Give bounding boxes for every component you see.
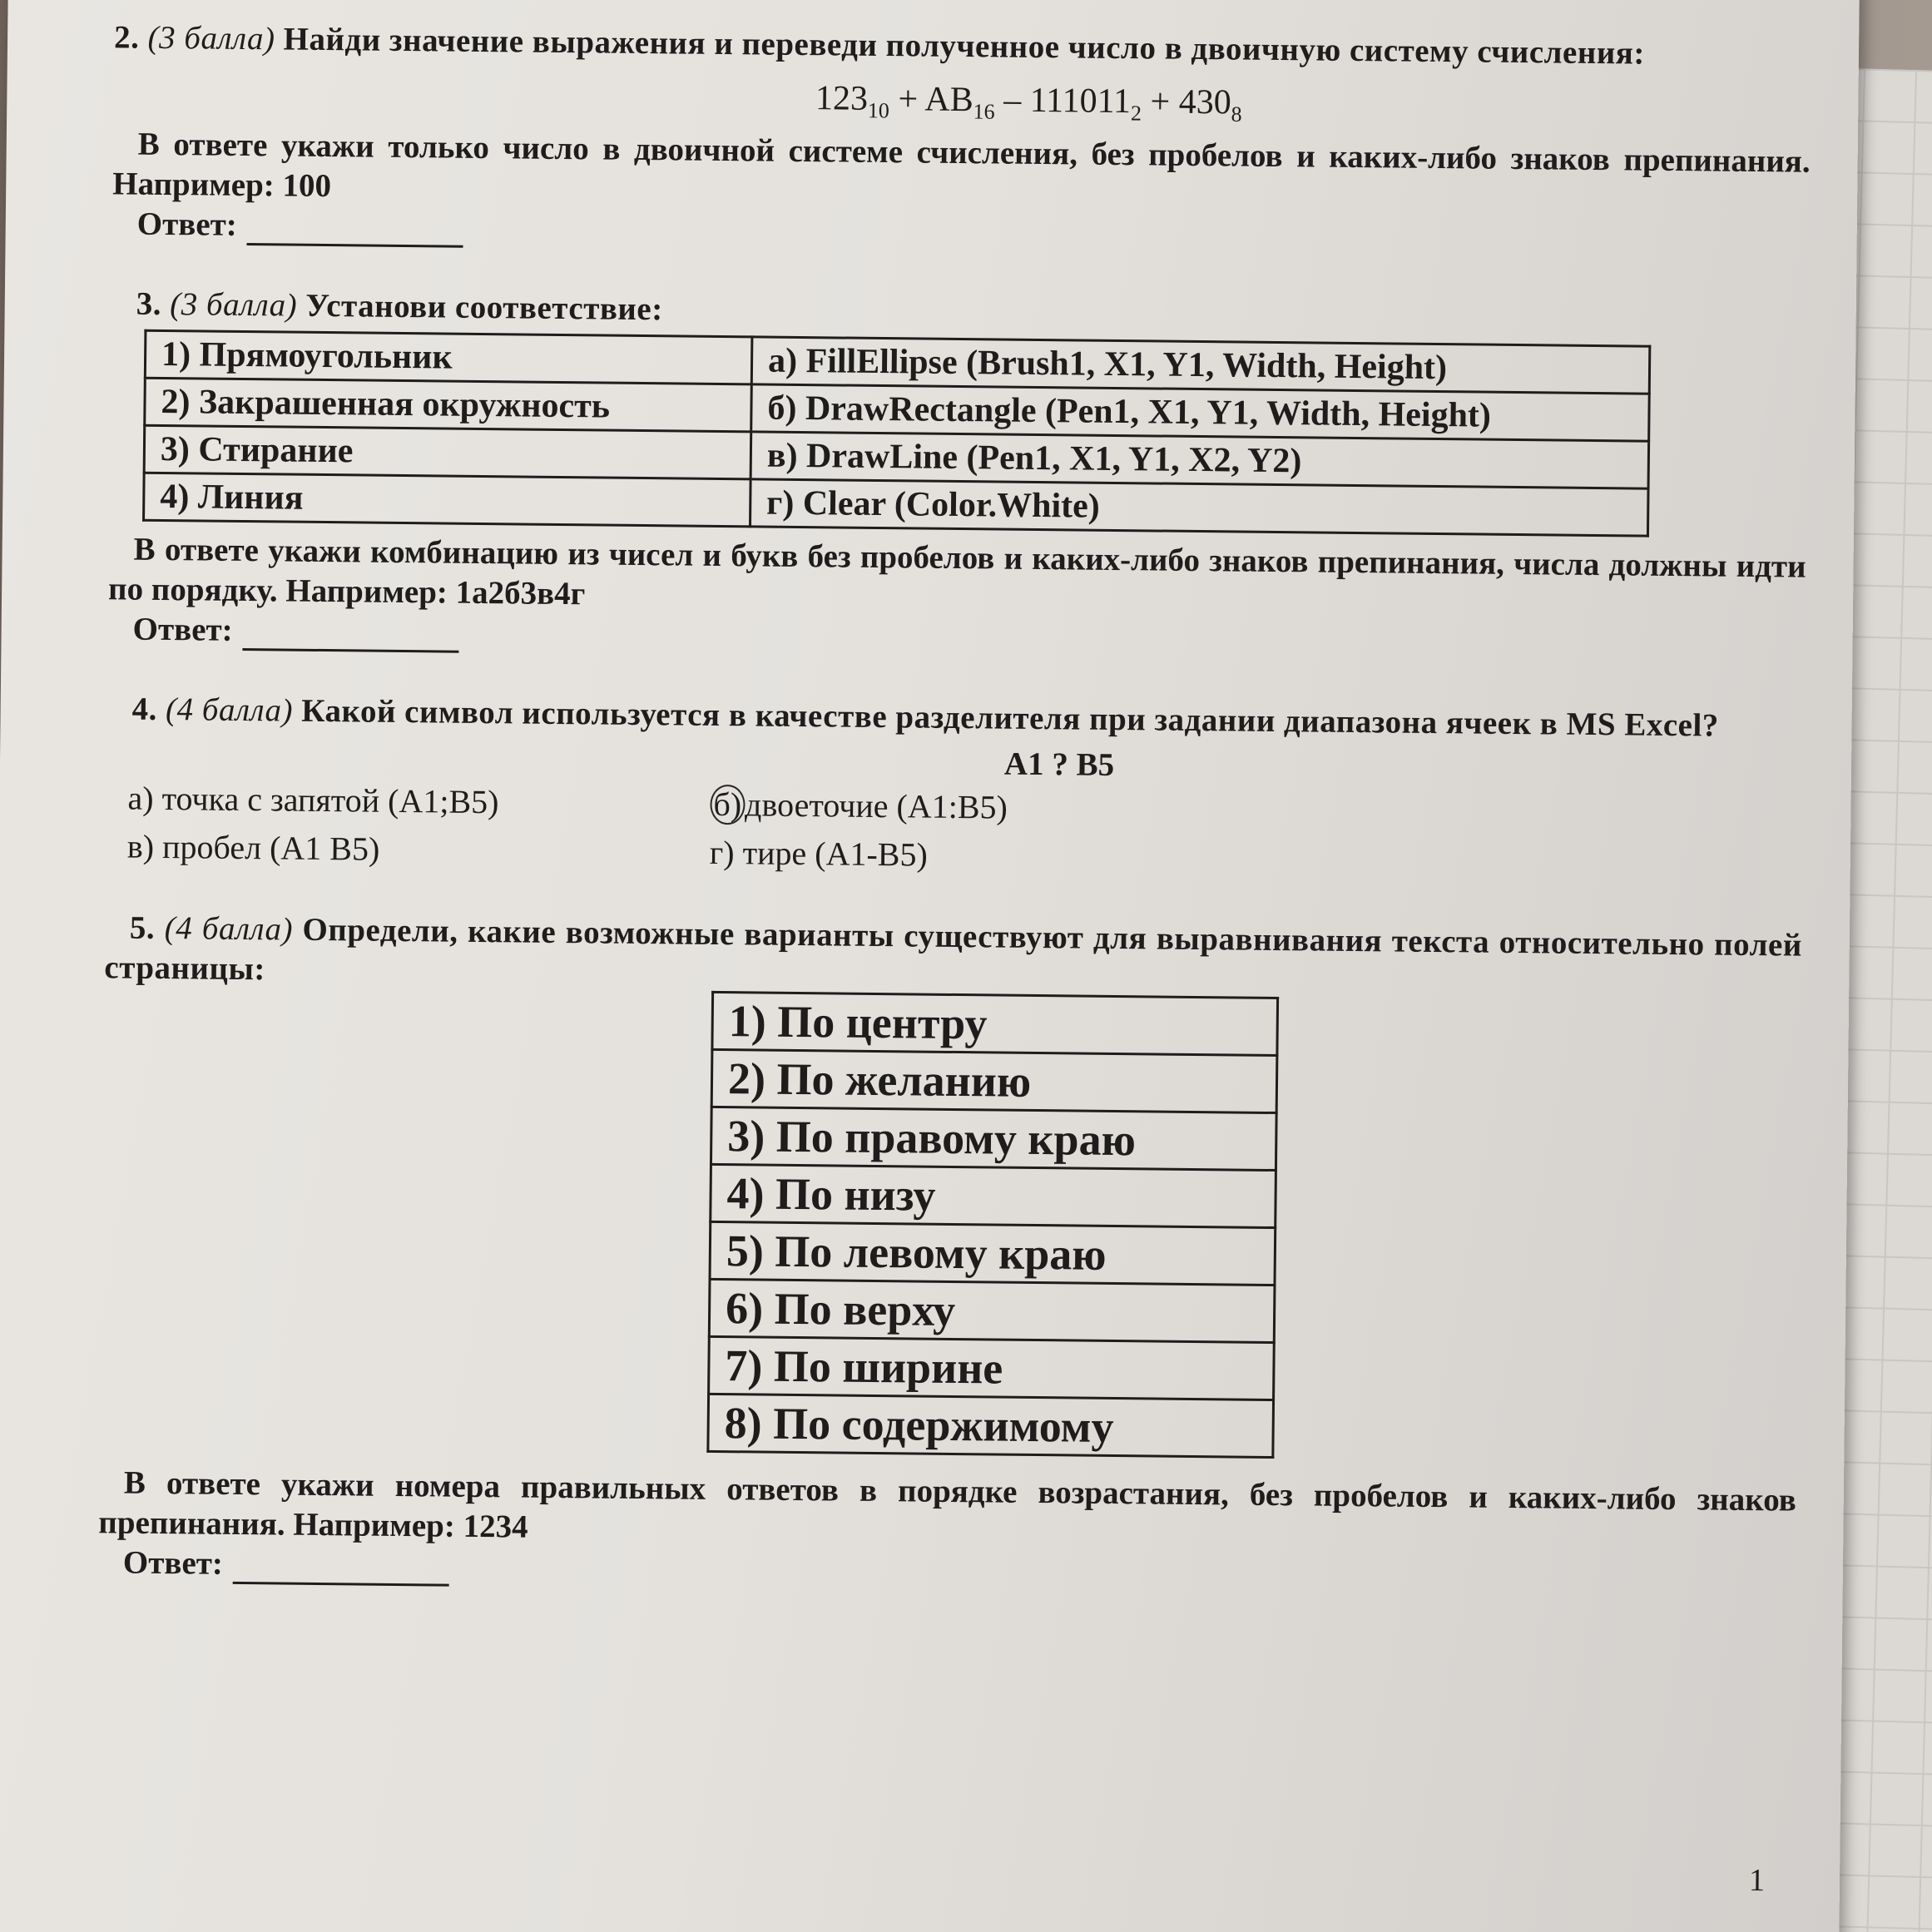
- question-5-number: 5.: [129, 909, 156, 947]
- right-cell: в) DrawLine (Pen1, X1, Y1, X2, Y2): [751, 432, 1649, 488]
- list-item: 6) По верху: [709, 1280, 1275, 1343]
- right-cell: б) DrawRectangle (Pen1, X1, Y1, Width, Height): [751, 384, 1650, 441]
- list-item: 1) По центру: [712, 993, 1278, 1056]
- question-5-heading: [104, 909, 1802, 1006]
- formula-base-1: 10: [867, 98, 890, 123]
- formula-term-4: 430: [1178, 82, 1231, 122]
- question-4-example: A1 ? B5: [1003, 746, 1115, 784]
- answer-blank-line[interactable]: [233, 1553, 449, 1587]
- option-b[interactable]: [710, 783, 1293, 832]
- right-cell: г) Clear (Color.White): [750, 479, 1648, 536]
- question-3-instruction: В ответе укажи комбинацию из чисел и букв без пробелов и каких-либо знаков препинания, числа должны идти по порядку. Например: 1а2б3в4г: [107, 532, 1806, 612]
- question-4-text: Какой символ используется в качестве разделителя при задании диапазона ячеек в MS Excel?: [301, 693, 1720, 744]
- question-3-text: Установи соответствие:: [305, 288, 663, 328]
- formula-term-1: 123: [815, 79, 869, 118]
- table-row: [709, 1337, 1275, 1400]
- answer-label: Ответ:: [136, 206, 238, 244]
- formula-op-3: +: [1150, 82, 1171, 121]
- table-row: [708, 1395, 1274, 1458]
- list-item: 7) По ширине: [709, 1337, 1275, 1400]
- question-5-points: (4 балла): [164, 910, 294, 949]
- question-2-number: 2.: [113, 19, 140, 56]
- option-a[interactable]: а) точка с запятой (A1;B5): [127, 779, 499, 821]
- formula-term-2: AB: [924, 80, 973, 120]
- list-item: 4) По низу: [711, 1165, 1276, 1228]
- formula-base-3: 2: [1130, 101, 1142, 126]
- question-4-options: [127, 777, 1804, 886]
- question-5-text: Определи, какие возможные варианты существуют для выравнивания текста относительно полей страницы:: [104, 912, 1803, 988]
- answer-blank-line[interactable]: [242, 620, 458, 653]
- question-3-points: (3 балла): [170, 286, 298, 324]
- question-4-points: (4 балла): [165, 691, 294, 730]
- question-2-points: (3 балла): [147, 19, 275, 57]
- table-row: [709, 1280, 1275, 1343]
- formula-term-3: 111011: [1029, 81, 1132, 121]
- page-number: 1: [1748, 1863, 1766, 1899]
- matching-table: [142, 329, 1651, 537]
- right-cell: а) FillEllipse (Brush1, X1, Y1, Width, Height): [751, 337, 1650, 394]
- table-row: [711, 1107, 1276, 1171]
- table-row: [712, 993, 1278, 1056]
- formula-op-2: –: [1003, 81, 1022, 120]
- question-5-instruction: В ответе укажи номера правильных ответов в порядке возрастания, без пробелов и каких-либо знаков препинания. Например: 1234: [98, 1464, 1797, 1546]
- option-b-text: двоеточие (A1:B5): [744, 785, 1008, 827]
- page-content: [98, 17, 1812, 1601]
- handwritten-circle-mark: б): [710, 785, 745, 825]
- left-cell: 1) Прямоугольник: [145, 331, 752, 385]
- formula-base-2: 16: [973, 99, 995, 124]
- question-2-text: Найди значение выражения и переведи полученное число в двоичную систему счисления:: [283, 21, 1646, 72]
- question-2-heading: [114, 17, 1811, 75]
- alignment-options-table: [706, 991, 1279, 1459]
- question-4-number: 4.: [131, 691, 158, 728]
- answer-label: Ответ:: [132, 612, 233, 649]
- answer-blank-line[interactable]: [247, 215, 463, 248]
- left-cell: 2) Закрашенная окружность: [145, 379, 752, 433]
- list-item: 8) По содержимому: [708, 1395, 1274, 1458]
- formula-op-1: +: [898, 80, 919, 119]
- list-item: 5) По левому краю: [710, 1222, 1276, 1286]
- option-c[interactable]: в) пробел (A1 B5): [126, 827, 380, 869]
- list-item: 3) По правому краю: [711, 1107, 1276, 1171]
- answer-label: Ответ:: [122, 1544, 224, 1583]
- question-3-number: 3.: [136, 286, 162, 323]
- table-row: [711, 1165, 1276, 1228]
- left-cell: 3) Стирание: [144, 426, 751, 480]
- table-row: [710, 1222, 1276, 1286]
- list-item: 2) По желанию: [711, 1050, 1277, 1113]
- option-d[interactable]: г) тире (A1-B5): [709, 834, 929, 874]
- table-row: [711, 1050, 1277, 1113]
- left-cell: 4) Линия: [144, 473, 751, 528]
- question-2-instruction: В ответе укажи только число в двоичной системе счисления, без пробелов и каких-либо знаков препинания. Например: 100: [112, 126, 1811, 205]
- formula-base-4: 8: [1231, 102, 1242, 126]
